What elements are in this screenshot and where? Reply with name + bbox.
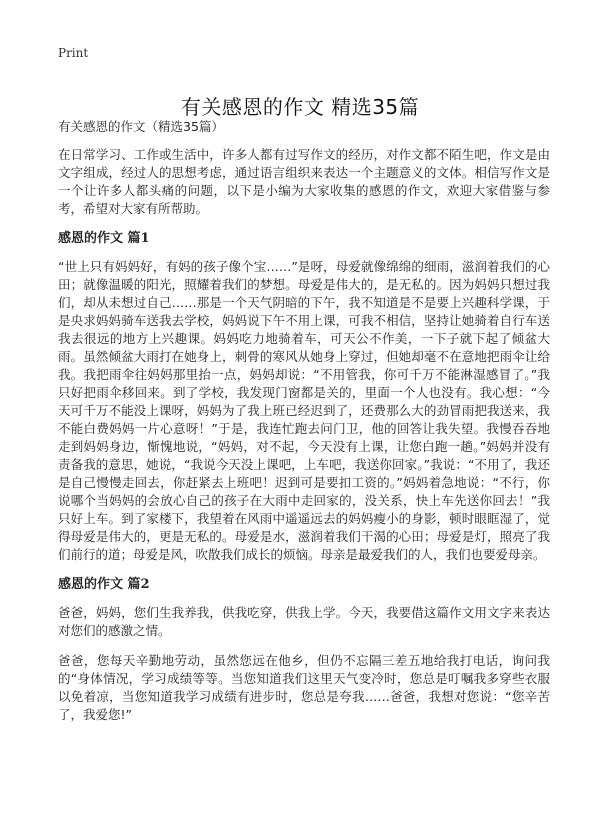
document-body	[58, 118, 550, 736]
section-1-paragraph: “世上只有妈妈好，有妈的孩子像个宝……”是呀，母爱就像绵绵的细雨，滋润着我们的心田；就像温暖的阳光，照耀着我们的梦想。母爱是伟大的，是无私的。因为妈妈只想过我们，却从未想过自己……那是一个天气阴暗的下午，我不知道是不是要上兴趣科学课，于是央求妈妈骑车送我去学校，妈妈说下午不用上课，可我不相信，坚持让她骑着自行车送我去很远的地方上兴趣课。妈妈吃力地骑着车，可天公不作美，一下子就下起了倾盆大雨。虽然倾盆大雨打在她身上，刺骨的寒风从她身上穿过，但她却毫不在意地把雨伞让给我。我把雨伞往妈妈那里抬一点，妈妈却说：“不用管我，你可千万不能淋湿感冒了。”我只好把雨伞移回来。到了学校，我发现门窗都是关的，里面一个人也没有。我心想：“今天可千万不能没上课呀，妈妈为了我上班已经迟到了，还费那么大的劲冒雨把我送来，我不能白费妈妈一片心意呀！”于是，我连忙跑去问门卫，他的回答让我失望。我慢吞吞地走到妈妈身边，惭愧地说，“妈妈，对不起，今天没有上课，让您白跑一趟。”妈妈并没有责备我的意思，她说，“我说今天没上课吧，上车吧，我送你回家。”我说：“不用了，我还是自己慢慢走回去，你赶紧去上班吧！迟到可是要扣工资的。”妈妈着急地说：“不行，你说哪个当妈妈的会放心自己的孩子在大雨中走回家的，没关系，快上车先送你回去！”我只好上车。到了家楼下，我望着在风雨中遥遥远去的妈妈瘦小的身影，顿时眼眶湿了，觉得母爱是伟大的，更是无私的。母爱是水，滋润着我们干渴的心田；母爱是灯，照亮了我们前行的道；母爱是风，吹散我们成长的烦恼。母亲是最爱我们的人，我们也要爱母亲。	[58, 259, 550, 562]
document-subtitle: 有关感恩的作文（精选35篇）	[58, 119, 224, 134]
intro-paragraph: 在日常学习、工作或生活中，许多人都有过写作文的经历，对作文都不陌生吧，作文是由文字组成，经过人的思想考虑，通过语言组织来表达一个主题意义的文体。相信写作文是一个让许多人都头痛的问题，以下是小编为大家收集的感恩的作文，欢迎大家借鉴与参考，希望对大家有所帮助。	[58, 147, 550, 216]
section-2-paragraph-2: 爸爸，您每天辛勤地劳动，虽然您远在他乡，但仍不忘隔三差五地给我打电话，询问我的“身体情况，学习成绩等等。当您知道我们这里天气变冷时，您总是叮嘱我多穿些衣服以免着凉，当您知道我学习成绩有进步时，您总是夸我……爸爸，我想对您说：“您辛苦了，我爱您!”	[58, 653, 550, 722]
page-title: 有关感恩的作文 精选35篇	[180, 95, 420, 120]
print-label: Print	[58, 46, 89, 60]
section-heading-2: 感恩的作文 篇2	[58, 577, 150, 592]
section-heading-1: 感恩的作文 篇1	[58, 231, 150, 246]
section-2-paragraph-1: 爸爸，妈妈，您们生我养我，供我吃穿，供我上学。今天，我要借这篇作文用文字来表达对您们的感激之情。	[58, 605, 550, 638]
